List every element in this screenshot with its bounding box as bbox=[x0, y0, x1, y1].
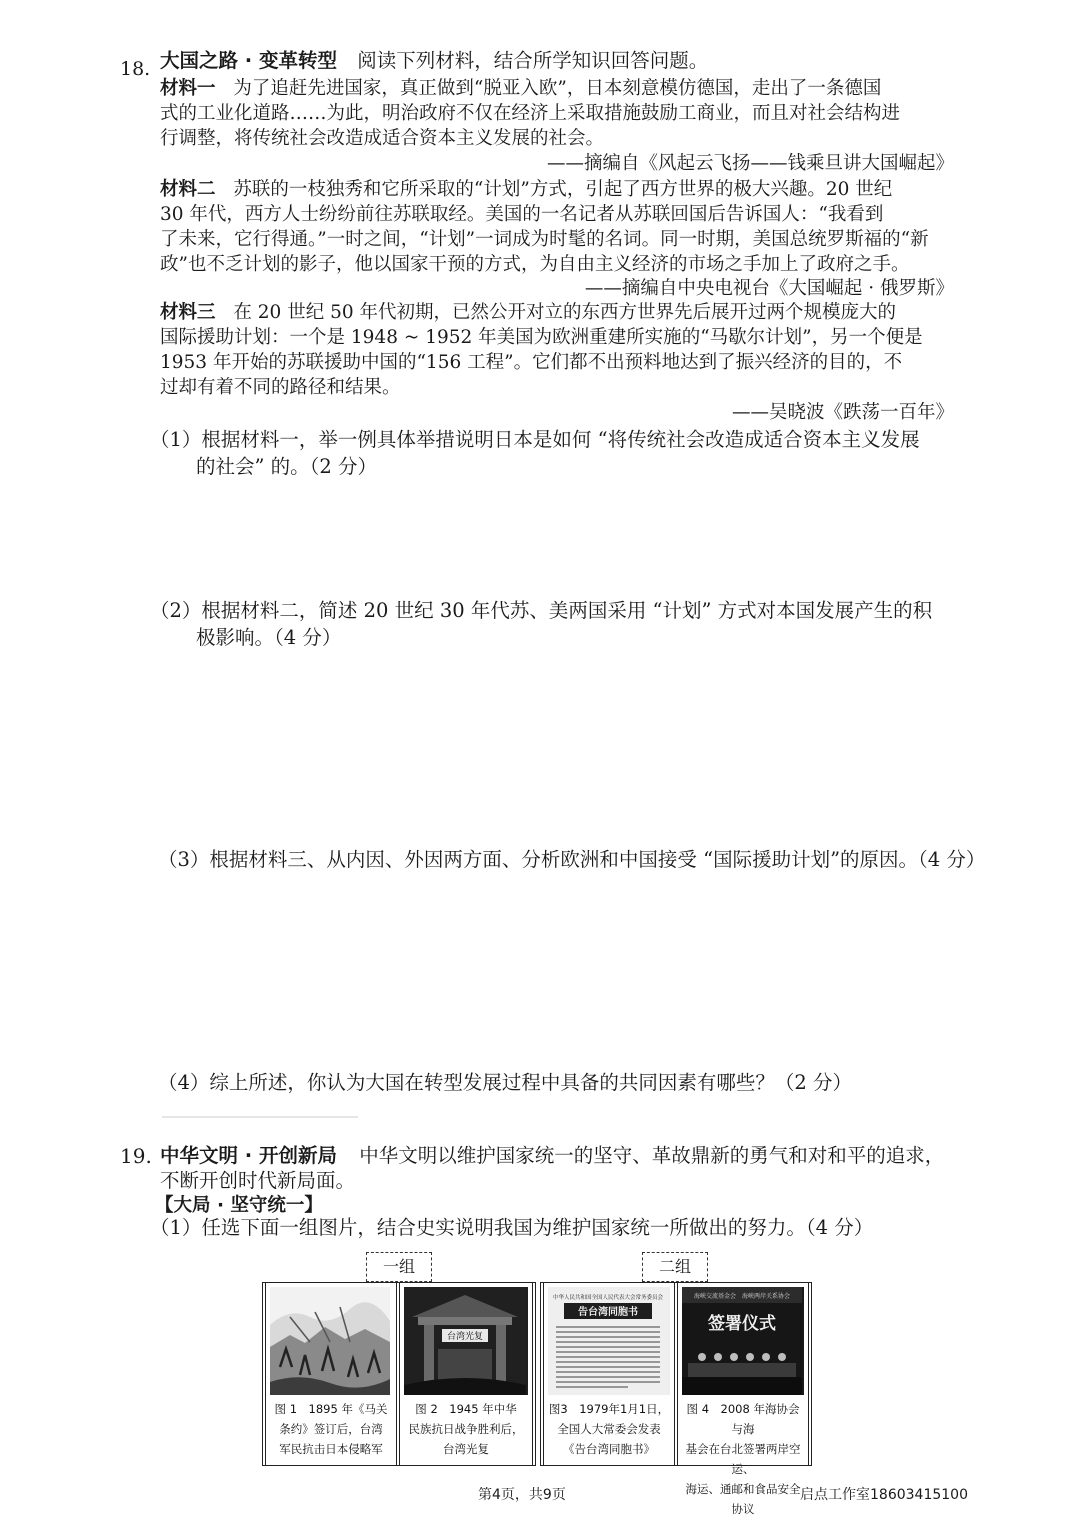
picture-3-header: 中华人民共和国全国人民代表大会常务委员会 bbox=[552, 1295, 664, 1301]
picture-1-image bbox=[270, 1287, 392, 1395]
material-1-text-1: 为了追赶先进国家，真正做到“脱亚入欧”，日本刻意模仿德国，走出了一条德国 bbox=[233, 78, 882, 99]
picture-3-title: 告台湾同胞书 bbox=[578, 1307, 638, 1318]
picture-2 bbox=[399, 1282, 533, 1466]
picture-3-caption-line-1: 图3 1979年1月1日， bbox=[548, 1402, 670, 1416]
material-2-text-1: 苏联的一枝独秀和它所采取的“计划”方式，引起了西方世界的极大兴趣。20 世纪 bbox=[233, 179, 893, 200]
picture-3-caption-line-2: 全国人大常委会发表 bbox=[557, 1422, 661, 1436]
picture-1 bbox=[265, 1282, 397, 1466]
section-heading: 【大局 · 坚守统一】 bbox=[155, 1195, 323, 1216]
material-3-label: 材料三 bbox=[160, 302, 216, 323]
picture-3-image bbox=[548, 1287, 670, 1395]
subquestion-18-1-line-2: 的社会” 的。（2 分） bbox=[196, 455, 378, 478]
subquestion-18-2-line-2: 极影响。（4 分） bbox=[196, 626, 342, 649]
material-2-line-2: 30 年代，西方人士纷纷前往苏联取经。美国的一名记者从苏联回国后告诉国人：“我看到 bbox=[160, 204, 884, 225]
question-18-title: 大国之路 · 变革转型 bbox=[160, 49, 337, 72]
question-19-header bbox=[160, 1142, 944, 1170]
material-3-line-1 bbox=[160, 300, 896, 326]
picture-4-caption-line-3: 海运、通邮和食品安全协议 bbox=[685, 1482, 801, 1516]
question-18-number: 18. bbox=[120, 58, 151, 80]
material-1-line-1 bbox=[160, 76, 881, 102]
picture-2-caption-line-3: 台湾光复 bbox=[443, 1442, 489, 1456]
material-1-label: 材料一 bbox=[160, 78, 216, 99]
picture-2-caption bbox=[404, 1399, 528, 1462]
picture-2-caption-line-2: 民族抗日战争胜利后， bbox=[408, 1422, 524, 1436]
studio-contact: 启点工作室18603415100 bbox=[800, 1487, 968, 1503]
picture-1-caption-line-1: 图 1 1895 年《马关 bbox=[274, 1402, 388, 1416]
picture-4-caption-line-2: 基会在台北签署两岸空运、 bbox=[685, 1442, 801, 1476]
material-3-source: ——吴晓波《跌荡一百年》 bbox=[731, 402, 954, 423]
material-2-line-4: 政”也不乏计划的影子，他以国家干预的方式，为自由主义经济的市场之手加上了政府之手。 bbox=[160, 254, 910, 275]
picture-1-caption bbox=[270, 1399, 392, 1462]
group-2-label: 二组 bbox=[642, 1252, 708, 1282]
material-3-line-4: 过却有着不同的路径和结果。 bbox=[160, 377, 401, 398]
subquestion-18-2-line-1: （2）根据材料二，简述 20 世纪 30 年代苏、美两国采用 “计划” 方式对本国发展产生的积 bbox=[150, 599, 933, 622]
page-number: 第4页，共9页 bbox=[478, 1487, 566, 1503]
picture-2-plaque: 台湾光复 bbox=[446, 1332, 484, 1342]
material-2-label: 材料二 bbox=[160, 179, 216, 200]
question-18-intro: 阅读下列材料，结合所学知识回答问题。 bbox=[357, 49, 709, 72]
picture-4-image bbox=[682, 1287, 804, 1395]
picture-3-caption bbox=[548, 1399, 670, 1462]
material-3-line-3: 1953 年开始的苏联援助中国的“156 工程”。它们都不出预料地达到了振兴经济的目的，不 bbox=[160, 352, 903, 373]
picture-2-caption-line-1: 图 2 1945 年中华 bbox=[415, 1402, 517, 1416]
material-2-line-3: 了未来，它行得通。”一时之间，“计划”一词成为时髦的名词。同一时期，美国总统罗斯福的“新 bbox=[160, 229, 929, 250]
subquestion-18-3: （3）根据材料三、从内因、外因两方面、分析欧洲和中国接受 “国际援助计划”的原因。（4 分） bbox=[158, 848, 986, 871]
subquestion-18-1-line-1: （1）根据材料一，举一例具体举措说明日本是如何 “将传统社会改造成适合资本主义发展 bbox=[150, 428, 920, 451]
picture-1-caption-line-2: 条约》签订后，台湾 bbox=[279, 1422, 383, 1436]
material-2-source: ——摘编自中央电视台《大国崛起 · 俄罗斯》 bbox=[584, 278, 954, 299]
material-3-text-1: 在 20 世纪 50 年代初期，已然公开对立的东西方世界先后展开过两个规模庞大的 bbox=[233, 302, 897, 323]
picture-3 bbox=[543, 1282, 675, 1466]
subquestion-19-1: （1）任选下面一组图片，结合史实说明我国为维护国家统一所做出的努力。（4 分） bbox=[150, 1216, 874, 1239]
material-1-line-2: 式的工业化道路……为此，明治政府不仅在经济上采取措施鼓励工商业，而且对社会结构进 bbox=[160, 103, 901, 124]
question-19-title: 中华文明 · 开创新局 bbox=[160, 1144, 337, 1167]
group-1-label: 一组 bbox=[366, 1252, 432, 1282]
question-19-intro-2: 不断开创时代新局面。 bbox=[160, 1169, 356, 1192]
question-19-number: 19. bbox=[120, 1144, 152, 1168]
picture-4 bbox=[677, 1282, 809, 1516]
material-2-line-1 bbox=[160, 177, 892, 203]
picture-4-caption bbox=[682, 1399, 804, 1516]
material-1-source: ——摘编自《风起云飞扬——钱乘旦讲大国崛起》 bbox=[546, 153, 954, 174]
divider bbox=[162, 1116, 358, 1118]
question-19-intro-1: 中华文明以维护国家统一的坚守、革故鼎新的勇气和对和平的追求， bbox=[359, 1144, 945, 1167]
picture-1-caption-line-3: 军民抗击日本侵略军 bbox=[279, 1442, 383, 1456]
material-3-line-2: 国际援助计划：一个是 1948 ~ 1952 年美国为欧洲重建所实施的“马歇尔计划”，另一个便是 bbox=[160, 327, 923, 348]
picture-4-title: 签署仪式 bbox=[708, 1314, 776, 1334]
question-18-header bbox=[160, 48, 708, 74]
material-1-line-3: 行调整，将传统社会改造成适合资本主义发展的社会。 bbox=[160, 128, 605, 149]
picture-2-image bbox=[404, 1287, 528, 1395]
subquestion-18-4: （4）综上所述，你认为大国在转型发展过程中具备的共同因素有哪些？（2 分） bbox=[158, 1071, 853, 1094]
picture-3-caption-line-3: 《告台湾同胞书》 bbox=[563, 1442, 655, 1456]
picture-4-banner: 海峡交流基金会 海峡两岸关系协会 bbox=[693, 1293, 791, 1300]
picture-4-caption-line-1: 图 4 2008 年海协会与海 bbox=[686, 1402, 800, 1436]
